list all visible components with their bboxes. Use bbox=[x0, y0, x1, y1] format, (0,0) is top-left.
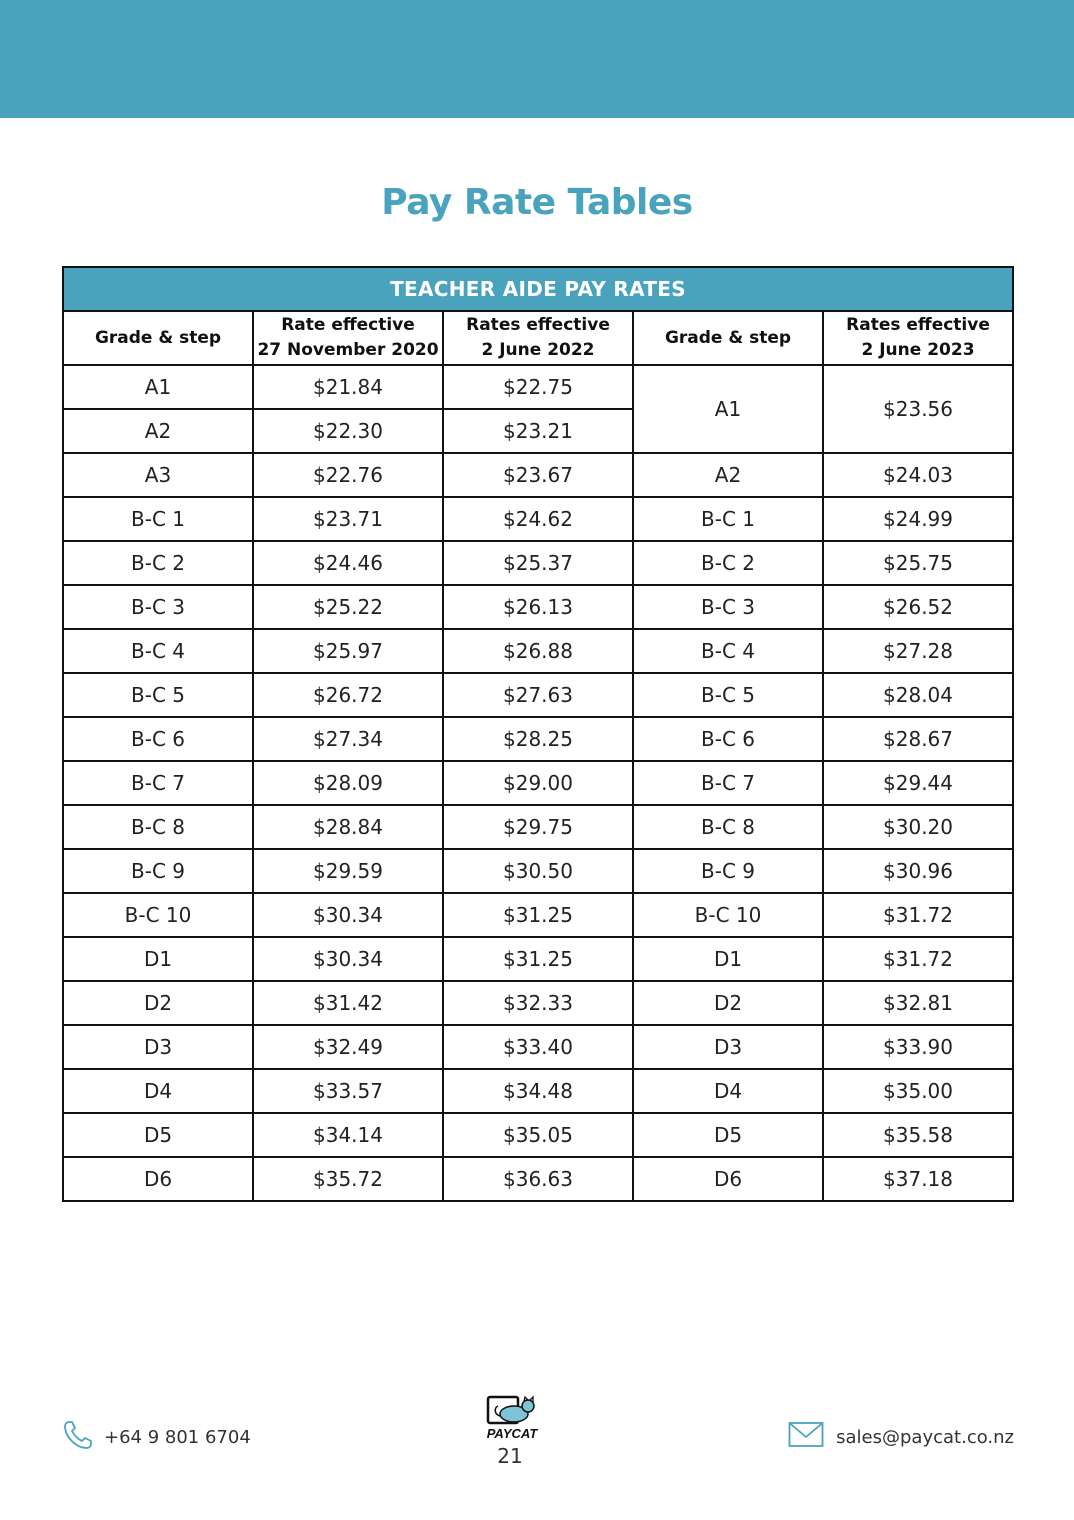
rate-2023-cell: $24.99 bbox=[823, 497, 1013, 541]
rate-2020-cell: $24.46 bbox=[253, 541, 443, 585]
rate-2022-cell: $23.67 bbox=[443, 453, 633, 497]
rate-2020-cell: $22.30 bbox=[253, 409, 443, 453]
header-rate-2022-line2: 2 June 2022 bbox=[481, 340, 595, 360]
grade-step-2023-cell: A1 bbox=[633, 365, 823, 453]
table-row bbox=[63, 937, 1013, 981]
rate-2023-cell: $31.72 bbox=[823, 937, 1013, 981]
footer-email bbox=[788, 1420, 1014, 1454]
rate-2022-cell: $22.75 bbox=[443, 365, 633, 409]
rate-2020-cell: $32.49 bbox=[253, 1025, 443, 1069]
grade-step-2023-cell: B-C 9 bbox=[633, 849, 823, 893]
rate-2023-cell: $29.44 bbox=[823, 761, 1013, 805]
rate-2023-cell: $26.52 bbox=[823, 585, 1013, 629]
grade-step-cell: B-C 5 bbox=[63, 673, 253, 717]
footer-email-text[interactable]: sales@paycat.co.nz bbox=[836, 1426, 1014, 1448]
page-title: Pay Rate Tables bbox=[381, 182, 693, 223]
rate-2023-cell: $28.67 bbox=[823, 717, 1013, 761]
table-row bbox=[63, 629, 1013, 673]
grade-step-2023-cell: D1 bbox=[633, 937, 823, 981]
footer-phone bbox=[62, 1420, 251, 1454]
rate-2020-cell: $25.97 bbox=[253, 629, 443, 673]
grade-step-2023-cell: D6 bbox=[633, 1157, 823, 1201]
grade-step-2023-cell: D4 bbox=[633, 1069, 823, 1113]
grade-step-2023-cell: B-C 4 bbox=[633, 629, 823, 673]
header-rate-2022 bbox=[443, 311, 633, 365]
footer-phone-text: +64 9 801 6704 bbox=[104, 1426, 251, 1448]
table-row bbox=[63, 717, 1013, 761]
grade-step-2023-cell: B-C 5 bbox=[633, 673, 823, 717]
rate-2020-cell: $30.34 bbox=[253, 937, 443, 981]
table-row bbox=[63, 761, 1013, 805]
rate-2020-cell: $34.14 bbox=[253, 1113, 443, 1157]
envelope-icon bbox=[788, 1421, 824, 1453]
grade-step-cell: B-C 4 bbox=[63, 629, 253, 673]
rate-2020-cell: $22.76 bbox=[253, 453, 443, 497]
paycat-logo bbox=[484, 1394, 540, 1442]
grade-step-cell: B-C 9 bbox=[63, 849, 253, 893]
rate-2023-cell: $23.56 bbox=[823, 365, 1013, 453]
rate-2022-cell: $26.88 bbox=[443, 629, 633, 673]
rate-2022-cell: $24.62 bbox=[443, 497, 633, 541]
logo-text: PAYCAT bbox=[486, 1426, 538, 1441]
grade-step-cell: D1 bbox=[63, 937, 253, 981]
rate-2022-cell: $33.40 bbox=[443, 1025, 633, 1069]
rate-2020-cell: $23.71 bbox=[253, 497, 443, 541]
grade-step-cell: A3 bbox=[63, 453, 253, 497]
rate-2022-cell: $30.50 bbox=[443, 849, 633, 893]
rate-2023-cell: $28.04 bbox=[823, 673, 1013, 717]
table-row bbox=[63, 1113, 1013, 1157]
header-rate-2023 bbox=[823, 311, 1013, 365]
rate-2020-cell: $27.34 bbox=[253, 717, 443, 761]
grade-step-2023-cell: B-C 8 bbox=[633, 805, 823, 849]
rate-2022-cell: $23.21 bbox=[443, 409, 633, 453]
grade-step-cell: D5 bbox=[63, 1113, 253, 1157]
rate-2022-cell: $36.63 bbox=[443, 1157, 633, 1201]
table-row bbox=[63, 453, 1013, 497]
table-row bbox=[63, 1025, 1013, 1069]
header-grade-step-left: Grade & step bbox=[63, 311, 253, 365]
rate-2020-cell: $35.72 bbox=[253, 1157, 443, 1201]
rate-2022-cell: $35.05 bbox=[443, 1113, 633, 1157]
rate-2022-cell: $25.37 bbox=[443, 541, 633, 585]
rate-2020-cell: $29.59 bbox=[253, 849, 443, 893]
rate-2020-cell: $31.42 bbox=[253, 981, 443, 1025]
phone-icon bbox=[62, 1419, 94, 1455]
grade-step-cell: D3 bbox=[63, 1025, 253, 1069]
pay-rate-table bbox=[62, 266, 1014, 1202]
rate-2020-cell: $25.22 bbox=[253, 585, 443, 629]
grade-step-cell: B-C 8 bbox=[63, 805, 253, 849]
header-rate-2023-line2: 2 June 2023 bbox=[861, 340, 975, 360]
header-rate-2020-line2: 27 November 2020 bbox=[257, 340, 439, 360]
rate-2023-cell: $35.00 bbox=[823, 1069, 1013, 1113]
grade-step-cell: B-C 7 bbox=[63, 761, 253, 805]
header-rate-2023-line1: Rates effective bbox=[846, 315, 990, 335]
table-caption: TEACHER AIDE PAY RATES bbox=[63, 267, 1013, 311]
grade-step-cell: D4 bbox=[63, 1069, 253, 1113]
table-row bbox=[63, 805, 1013, 849]
table-body bbox=[63, 365, 1013, 1201]
grade-step-2023-cell: B-C 6 bbox=[633, 717, 823, 761]
rate-2022-cell: $27.63 bbox=[443, 673, 633, 717]
grade-step-cell: B-C 2 bbox=[63, 541, 253, 585]
rate-2023-cell: $33.90 bbox=[823, 1025, 1013, 1069]
grade-step-cell: B-C 3 bbox=[63, 585, 253, 629]
grade-step-2023-cell: B-C 7 bbox=[633, 761, 823, 805]
rate-2022-cell: $29.00 bbox=[443, 761, 633, 805]
grade-step-2023-cell: A2 bbox=[633, 453, 823, 497]
rate-2022-cell: $31.25 bbox=[443, 937, 633, 981]
table-row bbox=[63, 849, 1013, 893]
rate-2022-cell: $26.13 bbox=[443, 585, 633, 629]
rate-2022-cell: $28.25 bbox=[443, 717, 633, 761]
grade-step-cell: A1 bbox=[63, 365, 253, 409]
rate-2023-cell: $35.58 bbox=[823, 1113, 1013, 1157]
table-row bbox=[63, 497, 1013, 541]
rate-2020-cell: $28.09 bbox=[253, 761, 443, 805]
table-row bbox=[63, 1069, 1013, 1113]
table-row bbox=[63, 673, 1013, 717]
rate-2020-cell: $21.84 bbox=[253, 365, 443, 409]
grade-step-cell: B-C 10 bbox=[63, 893, 253, 937]
header-rate-2020 bbox=[253, 311, 443, 365]
rate-2023-cell: $27.28 bbox=[823, 629, 1013, 673]
grade-step-cell: D2 bbox=[63, 981, 253, 1025]
rate-2020-cell: $26.72 bbox=[253, 673, 443, 717]
grade-step-2023-cell: B-C 10 bbox=[633, 893, 823, 937]
table-row bbox=[63, 541, 1013, 585]
table-row bbox=[63, 981, 1013, 1025]
rate-2023-cell: $30.96 bbox=[823, 849, 1013, 893]
grade-step-2023-cell: B-C 1 bbox=[633, 497, 823, 541]
grade-step-2023-cell: D2 bbox=[633, 981, 823, 1025]
rate-2022-cell: $29.75 bbox=[443, 805, 633, 849]
grade-step-cell: A2 bbox=[63, 409, 253, 453]
header-grade-step-right: Grade & step bbox=[633, 311, 823, 365]
rate-2023-cell: $31.72 bbox=[823, 893, 1013, 937]
rate-2023-cell: $32.81 bbox=[823, 981, 1013, 1025]
table-row bbox=[63, 365, 1013, 409]
grade-step-2023-cell: D5 bbox=[633, 1113, 823, 1157]
header-band bbox=[0, 0, 1074, 118]
rate-2020-cell: $33.57 bbox=[253, 1069, 443, 1113]
rate-2023-cell: $24.03 bbox=[823, 453, 1013, 497]
rate-2023-cell: $25.75 bbox=[823, 541, 1013, 585]
header-rate-2022-line1: Rates effective bbox=[466, 315, 610, 335]
grade-step-cell: B-C 1 bbox=[63, 497, 253, 541]
grade-step-cell: D6 bbox=[63, 1157, 253, 1201]
grade-step-2023-cell: B-C 2 bbox=[633, 541, 823, 585]
rate-2023-cell: $30.20 bbox=[823, 805, 1013, 849]
table-row bbox=[63, 893, 1013, 937]
grade-step-2023-cell: D3 bbox=[633, 1025, 823, 1069]
rate-2023-cell: $37.18 bbox=[823, 1157, 1013, 1201]
table-row bbox=[63, 1157, 1013, 1201]
table-row bbox=[63, 585, 1013, 629]
grade-step-cell: B-C 6 bbox=[63, 717, 253, 761]
rate-2020-cell: $28.84 bbox=[253, 805, 443, 849]
header-rate-2020-line1: Rate effective bbox=[281, 315, 415, 335]
rate-2022-cell: $31.25 bbox=[443, 893, 633, 937]
page-number: 21 bbox=[497, 1444, 523, 1468]
rate-2022-cell: $32.33 bbox=[443, 981, 633, 1025]
rate-2022-cell: $34.48 bbox=[443, 1069, 633, 1113]
grade-step-2023-cell: B-C 3 bbox=[633, 585, 823, 629]
rate-2020-cell: $30.34 bbox=[253, 893, 443, 937]
